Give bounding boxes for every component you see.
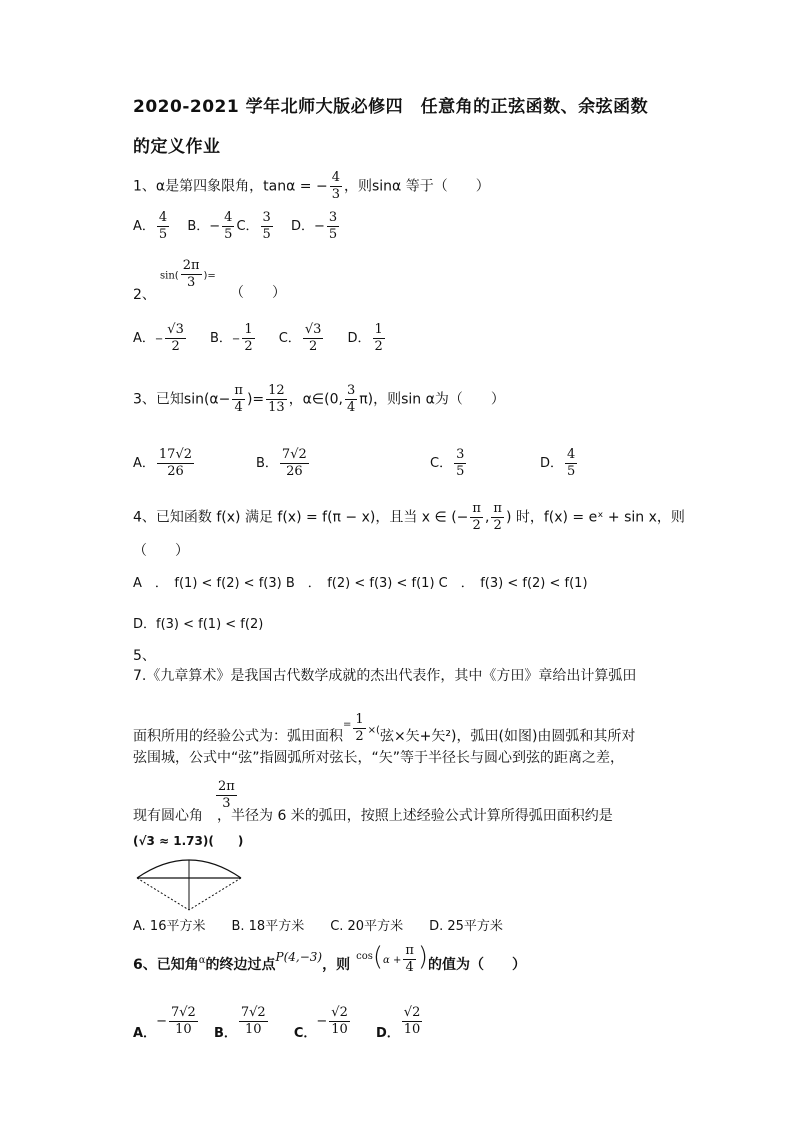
question-4-option-d: D．f(3) < f(1) < f(2)	[133, 617, 264, 632]
sign: −	[156, 1014, 167, 1029]
option-label: C．	[430, 456, 453, 471]
sign: −	[154, 334, 164, 345]
option-b-value	[280, 447, 309, 480]
denominator: 4	[405, 959, 414, 975]
question-text: 4、已知函数 f(x) 满足 f(x) = f(π − x)，且当 x ∈ (−	[133, 509, 469, 526]
denominator: 10	[245, 1022, 262, 1037]
question-text: ,	[484, 509, 490, 526]
question-5-number: 5、	[133, 648, 156, 664]
function-name: cos	[356, 951, 373, 962]
option-a-value	[157, 210, 169, 243]
option-label: A．	[133, 456, 155, 471]
numerator: 1	[355, 712, 364, 727]
numerator: √3	[167, 322, 184, 337]
option-label: B．	[213, 1026, 237, 1041]
question-text: π)，则sin α为（ ）	[359, 391, 505, 408]
numerator: 17√2	[158, 447, 193, 462]
denominator: 2	[355, 729, 364, 744]
option-c-value	[454, 447, 466, 480]
option-label: A．	[133, 1026, 157, 1041]
doc-title-line1: 2020-2021 学年北师大版必修四 任意角的正弦函数、余弦函数	[133, 97, 649, 117]
question-text: )=	[246, 391, 265, 408]
denominator: 5	[328, 227, 338, 242]
option-label: B．	[187, 219, 210, 234]
question-6: 6、已知角$^\alpha$的终边过点P(4,−3)，则$^{cos}$($^{\alpha +}$ $\frac{\pi}{4}$ )的值为（ ）	[133, 942, 527, 975]
numerator: 4	[224, 210, 233, 225]
option-c-value	[329, 1005, 350, 1038]
question-number: 1、	[133, 178, 156, 195]
denominator: 3	[186, 275, 196, 290]
denominator: 2	[244, 339, 253, 354]
radius-left	[137, 878, 189, 910]
option-b-value	[242, 322, 254, 355]
numerator: 7√2	[281, 447, 307, 462]
denominator: 4	[346, 400, 356, 415]
numerator: 4	[331, 170, 340, 185]
sign: −	[316, 1014, 328, 1029]
question-4-options-abc: A ． f(1) < f(2) < f(3) B ． f(2) < f(3) < f(1) C ． f(3) < f(2) < f(1)	[133, 576, 588, 591]
question-1	[133, 170, 490, 203]
option-label: B．	[210, 331, 232, 346]
question-7-options: A. 16平方米 B. 18平方米 C. 20平方米 D. 25平方米	[133, 919, 503, 934]
equals-sign: =	[207, 270, 216, 282]
question-3-option-b	[256, 447, 311, 480]
denominator: 5	[456, 464, 465, 479]
formula-text: ×(	[367, 724, 380, 736]
option-label: C．	[293, 1026, 317, 1041]
denominator: 5	[262, 227, 271, 242]
option-c-value	[261, 210, 273, 243]
numerator: 1	[244, 322, 253, 337]
question-text: 的终边过点	[205, 957, 276, 973]
fraction	[353, 712, 365, 745]
question-text: ，α∈(0,	[288, 391, 343, 408]
numerator: π	[234, 383, 243, 398]
numerator: √3	[304, 322, 322, 337]
option-c-value	[303, 322, 324, 355]
question-text: 3、已知sin(α−	[133, 391, 231, 408]
denominator: 26	[286, 464, 303, 479]
question-4-paren: （ ）	[133, 543, 189, 559]
question-text: 弦×矢+矢²)，弧田(如图)由圆弧和其所对	[379, 728, 636, 745]
denominator: 5	[158, 227, 168, 242]
question-3-option-d	[540, 447, 579, 480]
question-text: 6、已知角	[133, 957, 199, 973]
question-2-number: 2、	[133, 287, 156, 303]
fraction	[491, 501, 504, 534]
denominator: 10	[175, 1022, 192, 1037]
denominator: 2	[472, 518, 481, 533]
denominator: 2	[171, 339, 180, 354]
alpha-symbol: α	[198, 955, 206, 966]
question-6-options	[133, 1005, 424, 1041]
denominator: 5	[567, 464, 576, 479]
sign: −	[313, 219, 325, 234]
expression: α +	[383, 955, 402, 966]
question-7-line5: (√3 ≈ 1.73)( )	[133, 834, 244, 848]
denominator: 2	[374, 339, 383, 354]
question-7-line4: 现有圆心角 ，半径为 6 米的弧田，按照上述经验公式计算所得弧田面积约是	[133, 808, 613, 824]
option-label: C．	[236, 219, 259, 234]
question-2-options	[133, 322, 387, 355]
numerator: 3	[328, 210, 338, 225]
denominator: 3	[222, 796, 231, 811]
option-d-value	[402, 1005, 423, 1038]
equals-sign: =	[343, 718, 352, 730]
numerator: 2π	[182, 258, 200, 273]
question-text: ) 时，f(x) = eˣ + sin x，则	[505, 509, 685, 526]
fraction	[470, 501, 483, 534]
numerator: 2π	[218, 779, 235, 794]
radius-right	[189, 878, 241, 910]
arc-field-figure	[133, 848, 245, 914]
fraction	[330, 170, 342, 203]
numerator: π	[472, 501, 481, 516]
numerator: √2	[403, 1005, 421, 1020]
numerator: π	[405, 942, 414, 958]
numerator: 7√2	[170, 1005, 196, 1020]
question-3-option-c	[430, 447, 468, 480]
denominator: 10	[403, 1022, 421, 1037]
question-7-line3: 弦围城，公式中“弦”指圆弧所对弦长，“矢”等于半径长与圆心到弦的距离之差，	[133, 750, 625, 766]
option-label: D．	[290, 219, 314, 234]
option-d-value	[327, 210, 339, 243]
option-a-value	[169, 1005, 198, 1038]
option-label: C．	[278, 331, 301, 346]
function-name: sin	[160, 270, 175, 282]
numerator: 1	[374, 322, 383, 337]
doc-title-line2: 的定义作业	[133, 137, 221, 157]
option-label: A．	[133, 331, 155, 346]
option-d-value	[565, 447, 577, 480]
question-text: 的值为（ ）	[428, 957, 527, 973]
numerator: 4	[158, 210, 168, 225]
denominator: 13	[268, 400, 285, 415]
question-3-option-a	[133, 447, 196, 480]
denominator: 2	[493, 518, 502, 533]
sign: −	[209, 219, 221, 234]
sign: −	[231, 334, 241, 345]
option-label: D．	[347, 331, 371, 346]
denominator: 3	[331, 187, 340, 202]
numerator: π	[493, 501, 502, 516]
numerator: 3	[346, 383, 356, 398]
denominator: 5	[224, 227, 233, 242]
option-a-value	[165, 322, 186, 355]
option-a-value	[157, 447, 194, 480]
denominator: 10	[331, 1022, 348, 1037]
option-label: B．	[256, 456, 278, 471]
question-1-options	[133, 210, 341, 243]
option-label: A．	[133, 219, 155, 234]
fraction	[403, 943, 416, 976]
question-2-paren: （ ）	[230, 285, 286, 301]
question-text: ，则	[322, 957, 351, 973]
numerator: 7√2	[240, 1005, 266, 1020]
question-2-expression: sin( $\frac{2\pi}{3}$ )=	[160, 258, 216, 290]
numerator: 3	[456, 447, 465, 462]
question-3	[133, 383, 505, 416]
numerator: 12	[268, 383, 285, 398]
option-label: D．	[375, 1026, 400, 1041]
fraction	[181, 258, 202, 291]
option-b-value	[239, 1005, 268, 1038]
fraction	[345, 383, 357, 416]
denominator: 26	[167, 464, 184, 479]
numerator: 3	[262, 210, 271, 225]
option-b-value	[222, 210, 234, 243]
question-text: 面积所用的经验公式为：弧田面积	[133, 728, 343, 745]
option-d-value	[373, 322, 385, 355]
numerator: 4	[567, 447, 576, 462]
denominator: 2	[308, 339, 318, 354]
question-text: ，则sinα 等于（ ）	[343, 178, 490, 195]
question-7-line1: 7.《九章算术》是我国古代数学成就的杰出代表作，其中《方田》章给出计算弧田	[133, 668, 637, 684]
question-4	[133, 501, 685, 534]
option-label: D．	[540, 456, 564, 471]
point-coordinates: P(4,−3)	[275, 950, 323, 964]
fraction	[266, 383, 287, 416]
question-text: α是第四象限角，tanα = −	[155, 178, 328, 195]
denominator: 4	[234, 400, 243, 415]
fraction	[232, 383, 245, 416]
numerator: √2	[331, 1005, 348, 1020]
